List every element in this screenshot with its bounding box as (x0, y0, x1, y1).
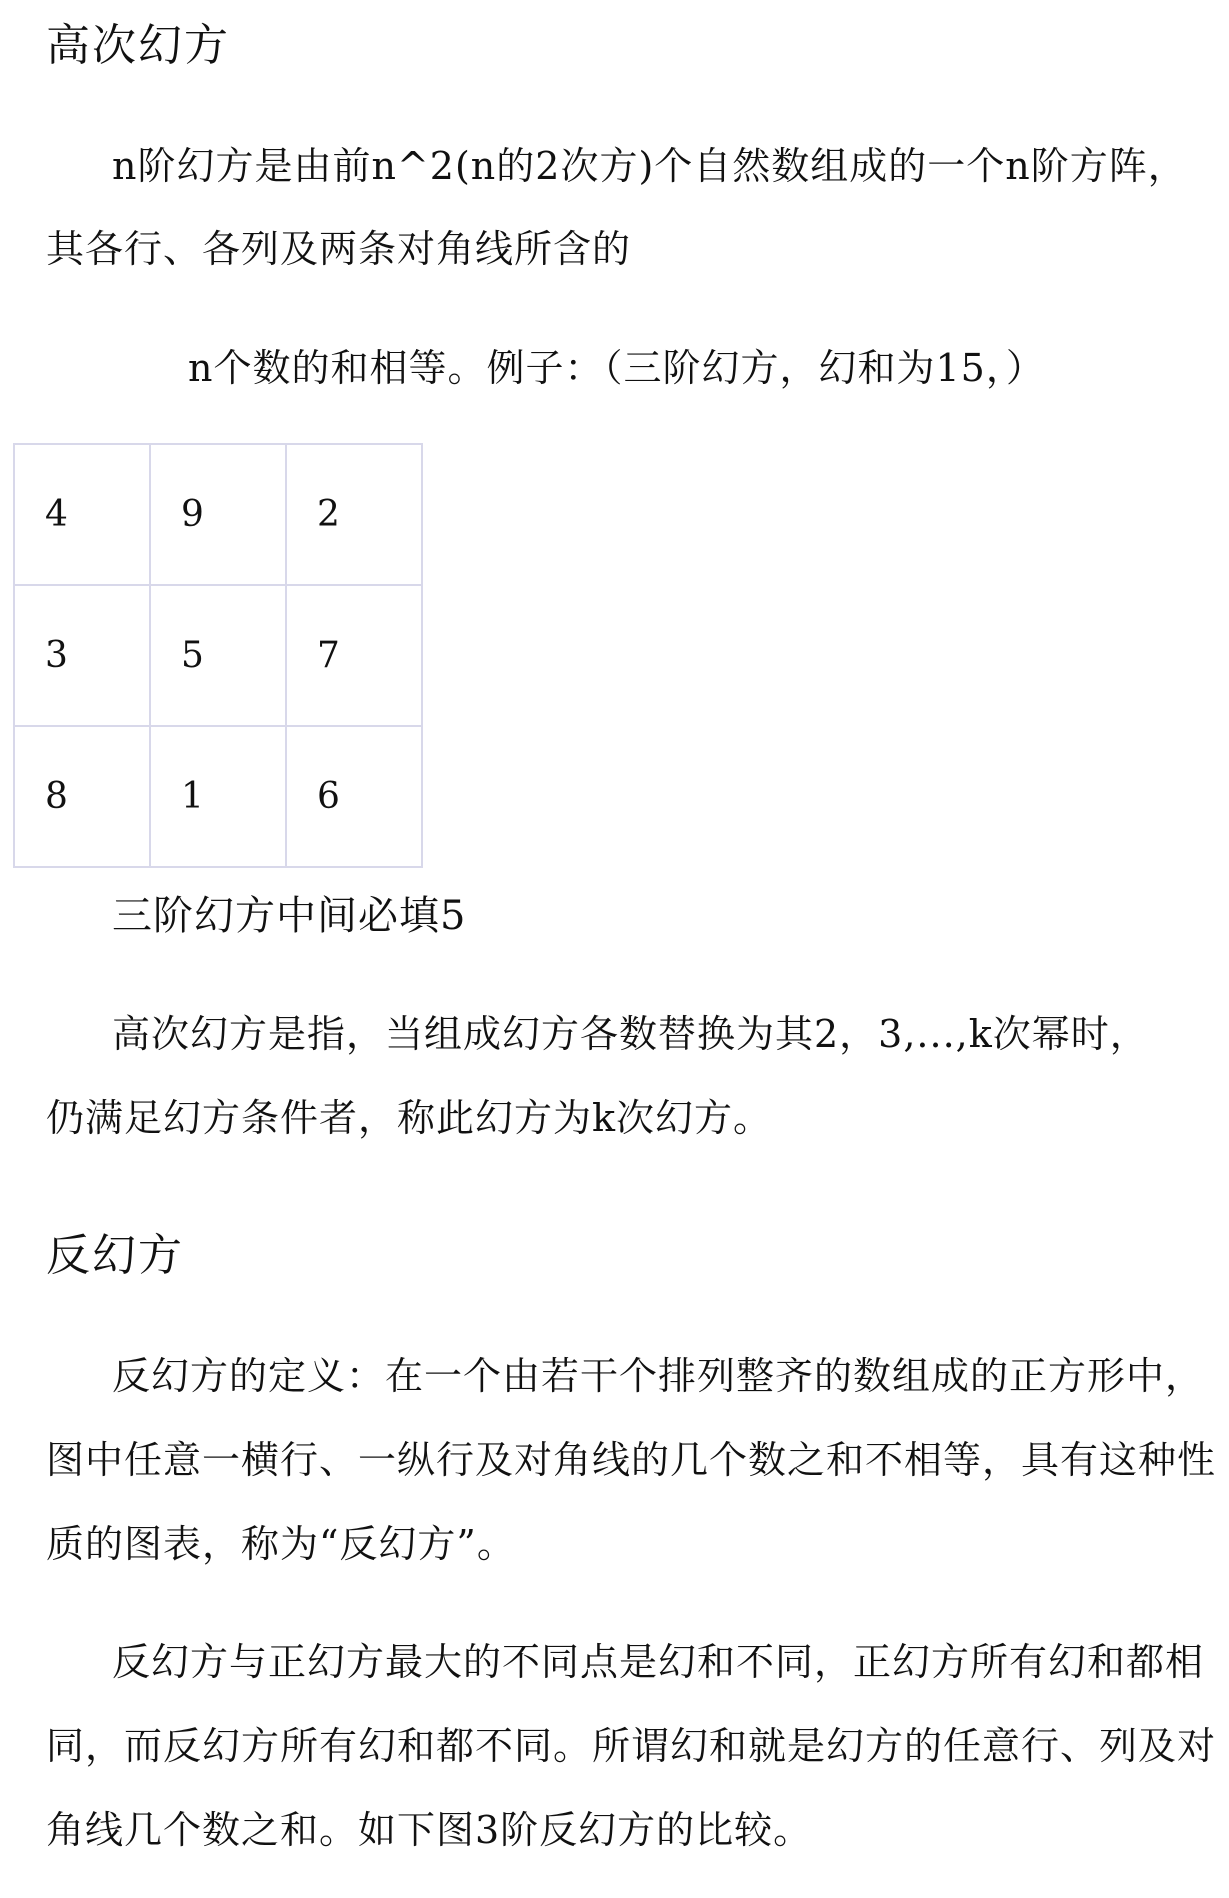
table-cell: 6 (286, 726, 422, 867)
table-row (14, 444, 422, 585)
paragraph-comparison-line-2: 同，而反幻方所有幻和都不同。所谓幻和就是幻方的任意行、列及对 (46, 1724, 1217, 1768)
paragraph-anti-definition-line-2: 图中任意一横行、一纵行及对角线的几个数之和不相等，具有这种性 (46, 1438, 1217, 1482)
table-cell: 7 (286, 585, 422, 726)
table-row (14, 726, 422, 867)
paragraph-definition-line-2: 其各行、各列及两条对角线所含的 (46, 227, 632, 271)
section-heading-anti-magic: 反幻方 (46, 1230, 184, 1281)
paragraph-high-order-line-2: 仍满足幻方条件者，称此幻方为k次幻方。 (46, 1096, 773, 1140)
paragraph-anti-definition-line-3: 质的图表，称为“反幻方”。 (46, 1522, 516, 1566)
table-cell: 1 (150, 726, 286, 867)
table-cell: 9 (150, 444, 286, 585)
paragraph-high-order-line-1: 高次幻方是指，当组成幻方各数替换为其2，3,...,k次幂时， (112, 1012, 1149, 1056)
table-cell: 8 (14, 726, 150, 867)
paragraph-definition-line-1: n阶幻方是由前n^2(n的2次方)个自然数组成的一个n阶方阵， (112, 144, 1187, 188)
paragraph-example: n个数的和相等。例子：（三阶幻方，幻和为15，） (188, 346, 1045, 390)
table-cell: 5 (150, 585, 286, 726)
table-cell: 4 (14, 444, 150, 585)
paragraph-comparison-line-3: 角线几个数之和。如下图3阶反幻方的比较。 (46, 1808, 813, 1852)
paragraph-comparison-line-1: 反幻方与正幻方最大的不同点是幻和不同，正幻方所有幻和都相 (112, 1640, 1205, 1684)
magic-square-table (13, 443, 423, 868)
table-cell: 2 (286, 444, 422, 585)
note-center-five: 三阶幻方中间必填5 (112, 893, 467, 939)
section-heading-high-order: 高次幻方 (46, 20, 230, 71)
paragraph-anti-definition-line-1: 反幻方的定义：在一个由若干个排列整齐的数组成的正方形中， (112, 1354, 1205, 1398)
table-cell: 3 (14, 585, 150, 726)
table-row (14, 585, 422, 726)
